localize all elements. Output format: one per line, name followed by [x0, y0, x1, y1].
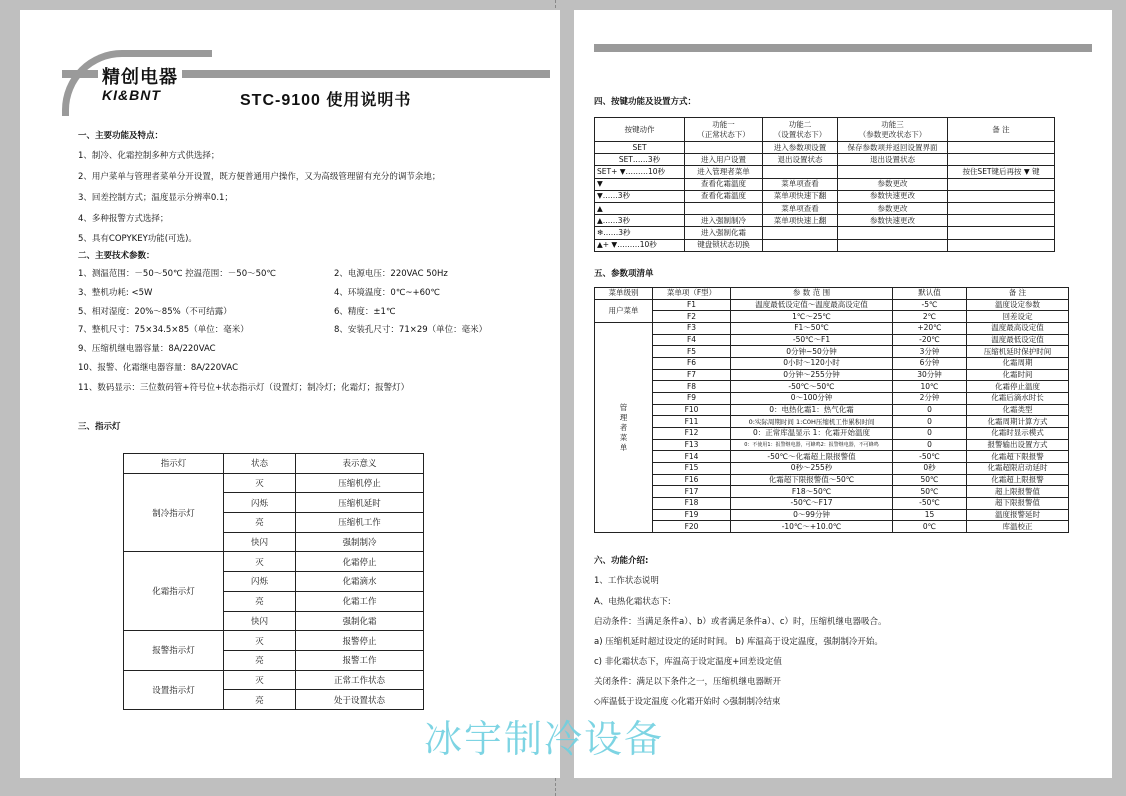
table-row	[595, 486, 1069, 498]
table-row	[595, 166, 1055, 178]
table-cell: 化霜停止温度	[967, 381, 1069, 393]
table-cell: F8	[653, 381, 731, 393]
table-cell: 灭	[224, 631, 296, 651]
table-cell: F19	[653, 509, 731, 521]
document-title: STC-9100 使用说明书	[236, 87, 415, 110]
table-row	[595, 346, 1069, 358]
table-cell: 2分钟	[893, 393, 967, 405]
indicator-light-table	[123, 453, 424, 710]
table-row	[595, 463, 1069, 475]
table-cell: SET	[595, 142, 685, 154]
table-cell: F20	[653, 521, 731, 533]
table-cell: F12	[653, 428, 731, 440]
table-cell: 灭	[224, 473, 296, 493]
table-cell: 化霜时间	[967, 369, 1069, 381]
param-item: 8、安装孔尺寸：71×29（单位：毫米）	[334, 325, 488, 335]
table-row	[595, 498, 1069, 510]
table-cell: 化霜类型	[967, 404, 1069, 416]
table-cell: F1～50℃	[731, 323, 893, 335]
table-row	[595, 358, 1069, 370]
table-cell: ▲……3秒	[595, 215, 685, 227]
table-cell: +20℃	[893, 323, 967, 335]
table-cell: F6	[653, 358, 731, 370]
table-cell: F7	[653, 369, 731, 381]
param-item: 4、环境温度：0℃~+60℃	[334, 288, 440, 298]
table-cell	[763, 239, 838, 251]
table-cell: 0℃	[893, 521, 967, 533]
table-cell: 进入用户设置	[685, 154, 763, 166]
table-cell: F9	[653, 393, 731, 405]
table-row	[595, 369, 1069, 381]
table-row	[595, 323, 1069, 335]
table-row	[595, 451, 1069, 463]
table-cell: 压缩机延时保护时间	[967, 346, 1069, 358]
table-cell: 退出设置状态	[763, 154, 838, 166]
table-cell: F11	[653, 416, 731, 428]
table-cell: 0秒～255秒	[731, 463, 893, 475]
table-cell: 处于设置状态	[296, 690, 424, 710]
table-row	[595, 202, 1055, 214]
table-cell: 压缩机停止	[296, 473, 424, 493]
parameter-table	[594, 287, 1069, 533]
table-header-cell: 功能三 （参数更改状态下）	[838, 118, 948, 142]
table-row	[124, 670, 424, 690]
table-row	[595, 509, 1069, 521]
table-cell: 化霜工作	[296, 591, 424, 611]
menu-level-char: 菜	[619, 432, 628, 442]
table-row	[595, 142, 1055, 154]
table-cell: 灭	[224, 670, 296, 690]
table-cell: 压缩机工作	[296, 513, 424, 533]
key-function-table	[594, 117, 1055, 252]
table-cell: SET……3秒	[595, 154, 685, 166]
function-line: ◇库温低于设定温度 ◇化霜开始时 ◇强制制冷结束	[594, 697, 781, 707]
table-cell: 按住SET键后再按 ▼ 键	[948, 166, 1055, 178]
table-cell: F4	[653, 334, 731, 346]
table-header-cell: 按键动作	[595, 118, 685, 142]
table-cell: -50℃～F17	[731, 498, 893, 510]
table-cell: 0:实际周期时间 1:C0H压缩机工作累积时间	[731, 416, 893, 428]
table-cell	[948, 142, 1055, 154]
table-cell: 化霜停止	[296, 552, 424, 572]
section-title: 六、功能介绍:	[594, 556, 649, 566]
table-header-cell: 参 数 范 围	[731, 288, 893, 300]
header-bar	[594, 44, 1092, 52]
table-header-cell: 功能一 （正常状态下）	[685, 118, 763, 142]
table-cell: 化霜周期	[967, 358, 1069, 370]
table-cell: 进入强制制冷	[685, 215, 763, 227]
table-cell: 库温校正	[967, 521, 1069, 533]
table-cell	[948, 190, 1055, 202]
menu-level-char: 管	[619, 402, 628, 412]
table-cell: 10℃	[893, 381, 967, 393]
table-cell: -50℃	[893, 498, 967, 510]
table-cell: 温度设定参数	[967, 299, 1069, 311]
table-cell: 超上限报警值	[967, 486, 1069, 498]
table-header-cell: 默认值	[893, 288, 967, 300]
table-cell: ❄……3秒	[595, 227, 685, 239]
table-cell: 闪烁	[224, 572, 296, 592]
function-line: 启动条件：当满足条件a）、b）或者满足条件a）、c）时，压缩机继电器吸合。	[594, 617, 887, 627]
table-cell: -50℃～50℃	[731, 381, 893, 393]
menu-level-char: 单	[619, 442, 628, 452]
table-cell: 温度最低设定值	[967, 334, 1069, 346]
indicator-name-cell: 化霜指示灯	[124, 552, 224, 631]
table-cell: 化霜超限启动延时	[967, 463, 1069, 475]
table-cell: 化霜超上限报警	[967, 474, 1069, 486]
brand-logo-cn: 精创电器	[102, 67, 178, 88]
table-cell	[948, 154, 1055, 166]
key-table-body	[595, 142, 1055, 252]
table-cell: 0：不使用1：报警继电器，可蜂鸣2：报警继电器，不可蜂鸣	[731, 439, 893, 451]
table-row	[595, 521, 1069, 533]
table-cell: 进入参数项设置	[763, 142, 838, 154]
table-cell: 温度报警延时	[967, 509, 1069, 521]
table-header-cell: 功能二 （设置状态下）	[763, 118, 838, 142]
table-row	[595, 227, 1055, 239]
table-cell: F10	[653, 404, 731, 416]
table-header-cell: 备 注	[967, 288, 1069, 300]
table-header-row	[595, 288, 1069, 300]
table-cell: 压缩机延时	[296, 493, 424, 513]
table-row	[595, 299, 1069, 311]
table-cell: 1℃～25℃	[731, 311, 893, 323]
table-cell: 报警输出设置方式	[967, 439, 1069, 451]
param-item: 1、测温范围：－50～50℃ 控温范围：－50～50℃	[78, 269, 276, 279]
table-header-cell: 表示意义	[296, 454, 424, 474]
table-cell: F16	[653, 474, 731, 486]
param-item: 9、压缩机继电器容量：8A/220VAC	[78, 344, 216, 354]
table-cell	[948, 215, 1055, 227]
table-cell: 温度最低设定值～温度最高设定值	[731, 299, 893, 311]
param-item: 2、电源电压：220VAC 50Hz	[334, 269, 448, 279]
table-cell: -50℃	[893, 451, 967, 463]
table-cell: 2℃	[893, 311, 967, 323]
table-cell: F13	[653, 439, 731, 451]
section-title: 一、主要功能及特点：	[78, 131, 164, 141]
table-cell: 进入管理者菜单	[685, 166, 763, 178]
indicator-name-cell: 报警指示灯	[124, 631, 224, 670]
section-title: 二、主要技术参数：	[78, 251, 155, 261]
table-cell: 亮	[224, 513, 296, 533]
table-row	[595, 311, 1069, 323]
table-cell: 快闪	[224, 532, 296, 552]
table-cell	[838, 239, 948, 251]
function-line: 1、工作状态说明	[594, 576, 659, 586]
menu-level-char: 理	[619, 412, 628, 422]
indicator-name-cell: 制冷指示灯	[124, 473, 224, 552]
table-cell: 快闪	[224, 611, 296, 631]
function-line: A、电热化霜状态下:	[594, 597, 671, 607]
table-cell: 0～100分钟	[731, 393, 893, 405]
table-cell: 菜单项快速下翻	[763, 190, 838, 202]
menu-level-cell: 用户菜单	[595, 299, 653, 322]
table-header-cell: 菜单级别	[595, 288, 653, 300]
param-item: 3、整机功耗: <5W	[78, 288, 153, 298]
table-cell: -50℃～F1	[731, 334, 893, 346]
table-cell: 温度最高设定值	[967, 323, 1069, 335]
table-cell: 亮	[224, 591, 296, 611]
param-item: 11、数码显示：三位数码管+符号位+状态指示灯（设置灯；制冷灯；化霜灯；报警灯）	[78, 383, 410, 393]
brand-logo-en: KI&BNT	[102, 87, 161, 103]
table-cell: F2	[653, 311, 731, 323]
table-cell: ▲+ ▼………10秒	[595, 239, 685, 251]
table-header-cell: 状态	[224, 454, 296, 474]
table-cell: 化霜超下限报警	[967, 451, 1069, 463]
table-cell: 0秒	[893, 463, 967, 475]
feature-item: 2、用户菜单与管理者菜单分开设置，既方便普通用户操作，又为高级管理留有充分的调节余地；	[78, 172, 441, 182]
page-header	[62, 48, 550, 120]
table-cell: 报警停止	[296, 631, 424, 651]
feature-item: 5、具有COPYKEY功能(可选)。	[78, 234, 197, 244]
table-row	[124, 552, 424, 572]
table-row	[595, 416, 1069, 428]
table-cell: 查看化霜温度	[685, 178, 763, 190]
table-cell: 化霜超下限报警值～50℃	[731, 474, 893, 486]
table-row	[595, 428, 1069, 440]
table-cell: F3	[653, 323, 731, 335]
table-row	[124, 473, 424, 493]
table-cell: F18	[653, 498, 731, 510]
table-cell: 0	[893, 428, 967, 440]
table-cell	[948, 202, 1055, 214]
table-cell: 报警工作	[296, 650, 424, 670]
table-cell: 菜单项查看	[763, 178, 838, 190]
table-cell: F18～50℃	[731, 486, 893, 498]
table-cell: 50℃	[893, 474, 967, 486]
table-header-row	[595, 118, 1055, 142]
table-cell: 30分钟	[893, 369, 967, 381]
menu-level-char: 者	[619, 422, 628, 432]
table-cell: 查看化霜温度	[685, 190, 763, 202]
param-item: 6、精度：±1℃	[334, 307, 396, 317]
table-header-cell: 备 注	[948, 118, 1055, 142]
table-cell: 50℃	[893, 486, 967, 498]
table-cell: 0～99分钟	[731, 509, 893, 521]
table-cell: -50℃～化霜超上限报警值	[731, 451, 893, 463]
feature-item: 3、回差控制方式；温度显示分辨率0.1；	[78, 193, 233, 203]
table-cell	[685, 142, 763, 154]
table-row	[595, 154, 1055, 166]
section-title: 四、按键功能及设置方式：	[594, 97, 697, 107]
table-row	[595, 439, 1069, 451]
table-cell: 强制化霜	[296, 611, 424, 631]
table-cell: 0：电热化霜1：热气化霜	[731, 404, 893, 416]
table-cell: -20℃	[893, 334, 967, 346]
table-cell: 参数更改	[838, 202, 948, 214]
table-cell: 0：正常库温显示 1：化霜开始温度	[731, 428, 893, 440]
table-header-cell: 指示灯	[124, 454, 224, 474]
table-header-row	[124, 454, 424, 474]
table-cell: 参数更改	[838, 178, 948, 190]
table-cell: 保存参数项并返回设置界面	[838, 142, 948, 154]
manual-page-right	[574, 10, 1112, 778]
table-row	[595, 381, 1069, 393]
table-cell: 亮	[224, 690, 296, 710]
table-cell: 0分钟~50分钟	[731, 346, 893, 358]
menu-level-cell	[595, 323, 653, 533]
brand-logo	[98, 66, 182, 104]
watermark-text: 冰宇制冷设备	[424, 717, 665, 761]
table-cell: ▲	[595, 202, 685, 214]
param-item: 10、报警、化霜继电器容量：8A/220VAC	[78, 363, 238, 373]
table-cell: 0分钟～255分钟	[731, 369, 893, 381]
table-row	[124, 631, 424, 651]
table-cell: 进入强制化霜	[685, 227, 763, 239]
table-cell: F1	[653, 299, 731, 311]
table-row	[595, 334, 1069, 346]
table-row	[595, 190, 1055, 202]
table-cell	[838, 227, 948, 239]
table-cell: 亮	[224, 650, 296, 670]
table-cell: 化霜周期计算方式	[967, 416, 1069, 428]
table-row	[595, 393, 1069, 405]
table-cell: 菜单项查看	[763, 202, 838, 214]
table-row	[595, 239, 1055, 251]
table-row	[595, 178, 1055, 190]
table-cell: 化霜后滴水时长	[967, 393, 1069, 405]
table-cell: 灭	[224, 552, 296, 572]
section-title: 五、参数项清单	[594, 269, 654, 279]
indicator-name-cell: 设置指示灯	[124, 670, 224, 709]
table-header-cell: 菜单项（F型）	[653, 288, 731, 300]
table-cell: -10℃～+10.0℃	[731, 521, 893, 533]
table-cell: 菜单项快速上翻	[763, 215, 838, 227]
table-cell: 0小时～120小时	[731, 358, 893, 370]
table-cell: F14	[653, 451, 731, 463]
table-cell: -5℃	[893, 299, 967, 311]
param-item: 5、相对湿度：20%～85%（不可结露）	[78, 307, 232, 317]
table-cell: 超下限报警值	[967, 498, 1069, 510]
table-cell: 回差设定	[967, 311, 1069, 323]
table-cell: 0	[893, 439, 967, 451]
table-cell: 参数快速更改	[838, 190, 948, 202]
function-line: 关闭条件：满足以下条件之一，压缩机继电器断开	[594, 677, 782, 687]
table-cell: ▼	[595, 178, 685, 190]
table-row	[595, 404, 1069, 416]
table-cell: 化霜时显示模式	[967, 428, 1069, 440]
feature-item: 1、制冷、化霜控制多种方式供选择；	[78, 151, 220, 161]
section-title: 三、指示灯	[78, 422, 121, 432]
table-cell: 3分钟	[893, 346, 967, 358]
table-cell: SET+ ▼………10秒	[595, 166, 685, 178]
feature-item: 4、多种报警方式选择；	[78, 214, 169, 224]
param-item: 7、整机尺寸：75×34.5×85（单位：毫米）	[78, 325, 249, 335]
table-cell: F15	[653, 463, 731, 475]
table-cell	[838, 166, 948, 178]
table-cell: F5	[653, 346, 731, 358]
parameter-table-body	[595, 299, 1069, 532]
table-cell: 强制制冷	[296, 532, 424, 552]
table-cell: 0	[893, 404, 967, 416]
table-cell: 正常工作状态	[296, 670, 424, 690]
table-cell: 键盘锁状态切换	[685, 239, 763, 251]
manual-page-left	[20, 10, 560, 778]
table-cell	[763, 227, 838, 239]
table-cell: ▼……3秒	[595, 190, 685, 202]
table-cell: 0	[893, 416, 967, 428]
table-cell: 6分钟	[893, 358, 967, 370]
table-cell: F17	[653, 486, 731, 498]
table-cell: 15	[893, 509, 967, 521]
table-cell	[685, 202, 763, 214]
table-cell	[948, 227, 1055, 239]
table-row	[595, 474, 1069, 486]
table-cell	[948, 178, 1055, 190]
table-cell: 退出设置状态	[838, 154, 948, 166]
table-cell: 闪烁	[224, 493, 296, 513]
function-line: c) 非化霜状态下，库温高于设定温度+回差设定值	[594, 657, 782, 667]
table-cell: 参数快速更改	[838, 215, 948, 227]
table-row	[595, 215, 1055, 227]
table-cell	[763, 166, 838, 178]
table-cell: 化霜滴水	[296, 572, 424, 592]
table-cell	[948, 239, 1055, 251]
function-line: a) 压缩机延时超过设定的延时时间。 b) 库温高于设定温度，强制制冷开始。	[594, 637, 883, 647]
